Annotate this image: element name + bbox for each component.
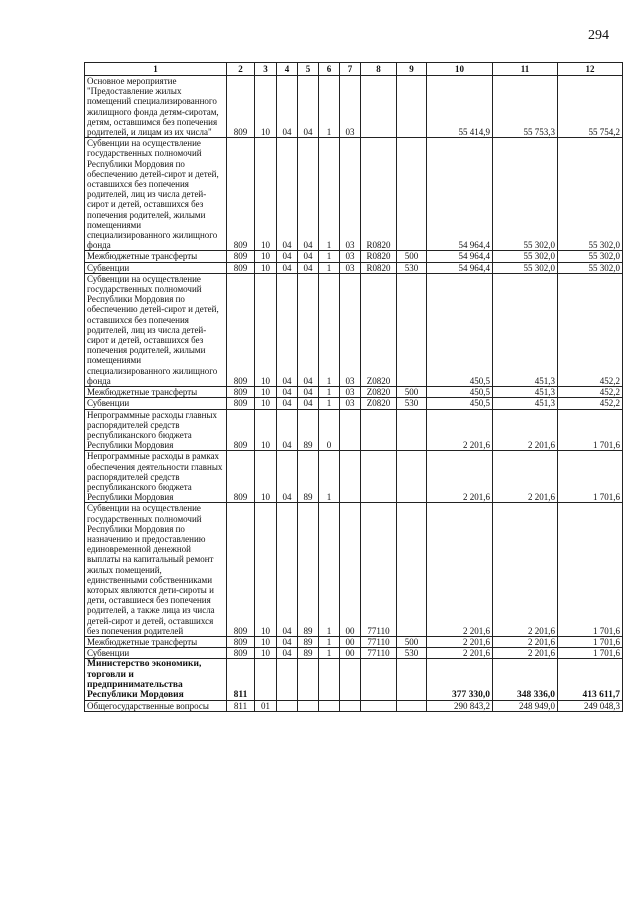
- code-subsection: [277, 659, 298, 701]
- code-subsection: 04: [277, 76, 298, 138]
- code-program: 04: [298, 387, 319, 398]
- amount-col-11: 55 753,3: [493, 76, 558, 138]
- code-subsection: 04: [277, 262, 298, 273]
- code-program: 89: [298, 409, 319, 451]
- code-section: 10: [255, 503, 277, 637]
- code-section: 10: [255, 398, 277, 409]
- row-name: Субвенции: [85, 262, 227, 273]
- code-measure: 00: [340, 636, 361, 647]
- code-expense-type: [397, 76, 427, 138]
- table-header-row: [85, 63, 623, 76]
- table-row: [85, 636, 623, 647]
- table-row: [85, 659, 623, 701]
- code-subsection: 04: [277, 636, 298, 647]
- code-expense-type: 500: [397, 636, 427, 647]
- code-subsection: 04: [277, 451, 298, 503]
- code-subprogram: 1: [319, 636, 340, 647]
- table-row: [85, 387, 623, 398]
- amount-col-12: 452,2: [558, 273, 623, 386]
- amount-col-11: 55 302,0: [493, 251, 558, 262]
- amount-col-10: 450,5: [427, 387, 493, 398]
- amount-col-10: 450,5: [427, 273, 493, 386]
- code-subprogram: 1: [319, 262, 340, 273]
- code-subprogram: [319, 659, 340, 701]
- column-header: 7: [340, 63, 361, 76]
- code-expense-type: 500: [397, 251, 427, 262]
- code-ministry: 809: [227, 398, 255, 409]
- code-expense-type: [397, 138, 427, 251]
- code-measure: 03: [340, 251, 361, 262]
- code-section: 10: [255, 451, 277, 503]
- code-program: 04: [298, 76, 319, 138]
- amount-col-11: 348 336,0: [493, 659, 558, 701]
- row-name: Межбюджетные трансферты: [85, 251, 227, 262]
- code-expense-type: 530: [397, 398, 427, 409]
- code-section: [255, 659, 277, 701]
- amount-col-11: 2 201,6: [493, 636, 558, 647]
- code-program: 04: [298, 138, 319, 251]
- amount-col-10: 290 843,2: [427, 701, 493, 712]
- table-row: [85, 273, 623, 386]
- column-header: 4: [277, 63, 298, 76]
- code-subprogram: 1: [319, 76, 340, 138]
- code-measure: 00: [340, 648, 361, 659]
- code-subprogram: 1: [319, 648, 340, 659]
- code-ministry: 809: [227, 503, 255, 637]
- code-direction: [361, 409, 397, 451]
- amount-col-10: 2 201,6: [427, 503, 493, 637]
- code-measure: 03: [340, 262, 361, 273]
- code-direction: 77110: [361, 636, 397, 647]
- code-measure: 03: [340, 76, 361, 138]
- code-subsection: 04: [277, 138, 298, 251]
- code-section: 10: [255, 648, 277, 659]
- code-subprogram: 1: [319, 398, 340, 409]
- code-section: 10: [255, 138, 277, 251]
- amount-col-12: 1 701,6: [558, 636, 623, 647]
- code-direction: R0820: [361, 262, 397, 273]
- code-subsection: [277, 701, 298, 712]
- amount-col-11: 2 201,6: [493, 409, 558, 451]
- code-ministry: 809: [227, 648, 255, 659]
- amount-col-12: 55 754,2: [558, 76, 623, 138]
- table-row: [85, 138, 623, 251]
- row-name: Субвенции на осуществление государственных полномочий Республики Мордовия по обеспечению детей-сирот и детей, оставшихся без попечения родителей, лиц из числа детей-сирот и детей, оставшихся без попечения родителей, жилыми помещениями специализированного жилищного фонда: [85, 273, 227, 386]
- column-header: 9: [397, 63, 427, 76]
- code-section: 10: [255, 387, 277, 398]
- table-row: [85, 451, 623, 503]
- row-name: Межбюджетные трансферты: [85, 387, 227, 398]
- code-section: 10: [255, 76, 277, 138]
- amount-col-11: 451,3: [493, 398, 558, 409]
- code-ministry: 809: [227, 387, 255, 398]
- code-subsection: 04: [277, 251, 298, 262]
- code-subsection: 04: [277, 398, 298, 409]
- code-direction: Z0820: [361, 398, 397, 409]
- row-name: Министерство экономики, торговли и предпринимательства Республики Мордовия: [85, 659, 227, 701]
- code-expense-type: 530: [397, 262, 427, 273]
- code-section: 10: [255, 262, 277, 273]
- amount-col-10: 377 330,0: [427, 659, 493, 701]
- code-expense-type: [397, 659, 427, 701]
- amount-col-10: 450,5: [427, 398, 493, 409]
- code-direction: 77110: [361, 648, 397, 659]
- code-measure: [340, 701, 361, 712]
- table-row: [85, 701, 623, 712]
- code-subsection: 04: [277, 273, 298, 386]
- amount-col-11: 248 949,0: [493, 701, 558, 712]
- code-measure: [340, 451, 361, 503]
- row-name: Общегосударственные вопросы: [85, 701, 227, 712]
- code-section: 10: [255, 409, 277, 451]
- amount-col-12: 1 701,6: [558, 409, 623, 451]
- code-program: 04: [298, 262, 319, 273]
- code-subsection: 04: [277, 648, 298, 659]
- code-ministry: 809: [227, 636, 255, 647]
- amount-col-10: 2 201,6: [427, 636, 493, 647]
- code-expense-type: [397, 503, 427, 637]
- table-row: [85, 262, 623, 273]
- code-expense-type: 530: [397, 648, 427, 659]
- amount-col-11: 2 201,6: [493, 503, 558, 637]
- code-ministry: 809: [227, 76, 255, 138]
- table-row: [85, 251, 623, 262]
- code-ministry: 809: [227, 138, 255, 251]
- code-program: [298, 659, 319, 701]
- row-name: Непрограммные расходы главных распорядителей средств республиканского бюджета Республики Мордовия: [85, 409, 227, 451]
- amount-col-12: 1 701,6: [558, 503, 623, 637]
- code-direction: Z0820: [361, 273, 397, 386]
- code-ministry: 809: [227, 262, 255, 273]
- column-header: 1: [85, 63, 227, 76]
- code-direction: [361, 701, 397, 712]
- table-row: [85, 398, 623, 409]
- amount-col-10: 54 964,4: [427, 138, 493, 251]
- code-subprogram: 1: [319, 503, 340, 637]
- code-expense-type: [397, 451, 427, 503]
- amount-col-11: 2 201,6: [493, 451, 558, 503]
- amount-col-11: 55 302,0: [493, 138, 558, 251]
- code-section: 01: [255, 701, 277, 712]
- amount-col-10: 54 964,4: [427, 251, 493, 262]
- amount-col-11: 55 302,0: [493, 262, 558, 273]
- code-ministry: 809: [227, 409, 255, 451]
- code-measure: 03: [340, 138, 361, 251]
- code-program: 04: [298, 273, 319, 386]
- code-subprogram: 1: [319, 273, 340, 386]
- code-measure: 00: [340, 503, 361, 637]
- code-program: 89: [298, 451, 319, 503]
- code-measure: 03: [340, 387, 361, 398]
- amount-col-12: 55 302,0: [558, 262, 623, 273]
- row-name: Субвенции на осуществление государственных полномочий Республики Мордовия по назначению и предоставлению единовременной денежной выплаты на капитальный ремонт жилых помещений, единственными собственниками которых являются дети-сироты и дети, оставшиеся без попечения родителей, а также лица из числа детей-сирот и детей, оставшихся без попечения родителей: [85, 503, 227, 637]
- code-measure: [340, 659, 361, 701]
- column-header: 10: [427, 63, 493, 76]
- amount-col-12: 1 701,6: [558, 451, 623, 503]
- row-name: Субвенции: [85, 648, 227, 659]
- code-section: 10: [255, 636, 277, 647]
- code-ministry: 811: [227, 659, 255, 701]
- code-section: 10: [255, 251, 277, 262]
- code-direction: 77110: [361, 503, 397, 637]
- amount-col-12: 55 302,0: [558, 138, 623, 251]
- amount-col-11: 451,3: [493, 273, 558, 386]
- code-subprogram: [319, 701, 340, 712]
- row-name: Непрограммные расходы в рамках обеспечения деятельности главных распорядителей средств республиканского бюджета Республики Мордовия: [85, 451, 227, 503]
- code-subprogram: 1: [319, 451, 340, 503]
- table-body: [85, 76, 623, 712]
- column-header: 6: [319, 63, 340, 76]
- code-ministry: 809: [227, 273, 255, 386]
- amount-col-11: 451,3: [493, 387, 558, 398]
- column-header: 5: [298, 63, 319, 76]
- table-row: [85, 503, 623, 637]
- code-measure: 03: [340, 273, 361, 386]
- budget-table: [84, 62, 623, 712]
- code-expense-type: 500: [397, 387, 427, 398]
- code-ministry: 811: [227, 701, 255, 712]
- row-name: Межбюджетные трансферты: [85, 636, 227, 647]
- code-program: 89: [298, 636, 319, 647]
- code-subsection: 04: [277, 409, 298, 451]
- amount-col-12: 1 701,6: [558, 648, 623, 659]
- amount-col-10: 54 964,4: [427, 262, 493, 273]
- amount-col-12: 413 611,7: [558, 659, 623, 701]
- code-subprogram: 1: [319, 387, 340, 398]
- code-subprogram: 1: [319, 138, 340, 251]
- amount-col-10: 2 201,6: [427, 451, 493, 503]
- code-measure: [340, 409, 361, 451]
- amount-col-10: 2 201,6: [427, 648, 493, 659]
- column-header: 2: [227, 63, 255, 76]
- code-program: 89: [298, 648, 319, 659]
- code-program: 04: [298, 398, 319, 409]
- code-direction: [361, 76, 397, 138]
- code-measure: 03: [340, 398, 361, 409]
- code-ministry: 809: [227, 251, 255, 262]
- amount-col-12: 452,2: [558, 387, 623, 398]
- code-direction: [361, 659, 397, 701]
- code-subsection: 04: [277, 387, 298, 398]
- code-direction: R0820: [361, 138, 397, 251]
- amount-col-12: 249 048,3: [558, 701, 623, 712]
- code-expense-type: [397, 701, 427, 712]
- row-name: Субвенции: [85, 398, 227, 409]
- code-subsection: 04: [277, 503, 298, 637]
- code-direction: Z0820: [361, 387, 397, 398]
- code-program: [298, 701, 319, 712]
- column-header: 11: [493, 63, 558, 76]
- amount-col-11: 2 201,6: [493, 648, 558, 659]
- amount-col-10: 2 201,6: [427, 409, 493, 451]
- code-direction: R0820: [361, 251, 397, 262]
- page-number: 294: [588, 28, 609, 43]
- column-header: 8: [361, 63, 397, 76]
- table-row: [85, 648, 623, 659]
- amount-col-12: 452,2: [558, 398, 623, 409]
- column-header: 12: [558, 63, 623, 76]
- column-header: 3: [255, 63, 277, 76]
- code-program: 89: [298, 503, 319, 637]
- code-section: 10: [255, 273, 277, 386]
- table-row: [85, 409, 623, 451]
- amount-col-10: 55 414,9: [427, 76, 493, 138]
- code-ministry: 809: [227, 451, 255, 503]
- amount-col-12: 55 302,0: [558, 251, 623, 262]
- code-expense-type: [397, 409, 427, 451]
- code-subprogram: 0: [319, 409, 340, 451]
- table-row: [85, 76, 623, 138]
- row-name: Основное мероприятие "Предоставление жилых помещений специализированного жилищного фонда детям-сиротам, детям, оставшимся без попечения родителей, и лицам из их числа": [85, 76, 227, 138]
- row-name: Субвенции на осуществление государственных полномочий Республики Мордовия по обеспечению детей-сирот и детей, оставшихся без попечения родителей, лиц из числа детей-сирот и детей, оставшихся без попечения родителей, жилыми помещениями специализированного жилищного фонда: [85, 138, 227, 251]
- code-subprogram: 1: [319, 251, 340, 262]
- code-direction: [361, 451, 397, 503]
- code-program: 04: [298, 251, 319, 262]
- code-expense-type: [397, 273, 427, 386]
